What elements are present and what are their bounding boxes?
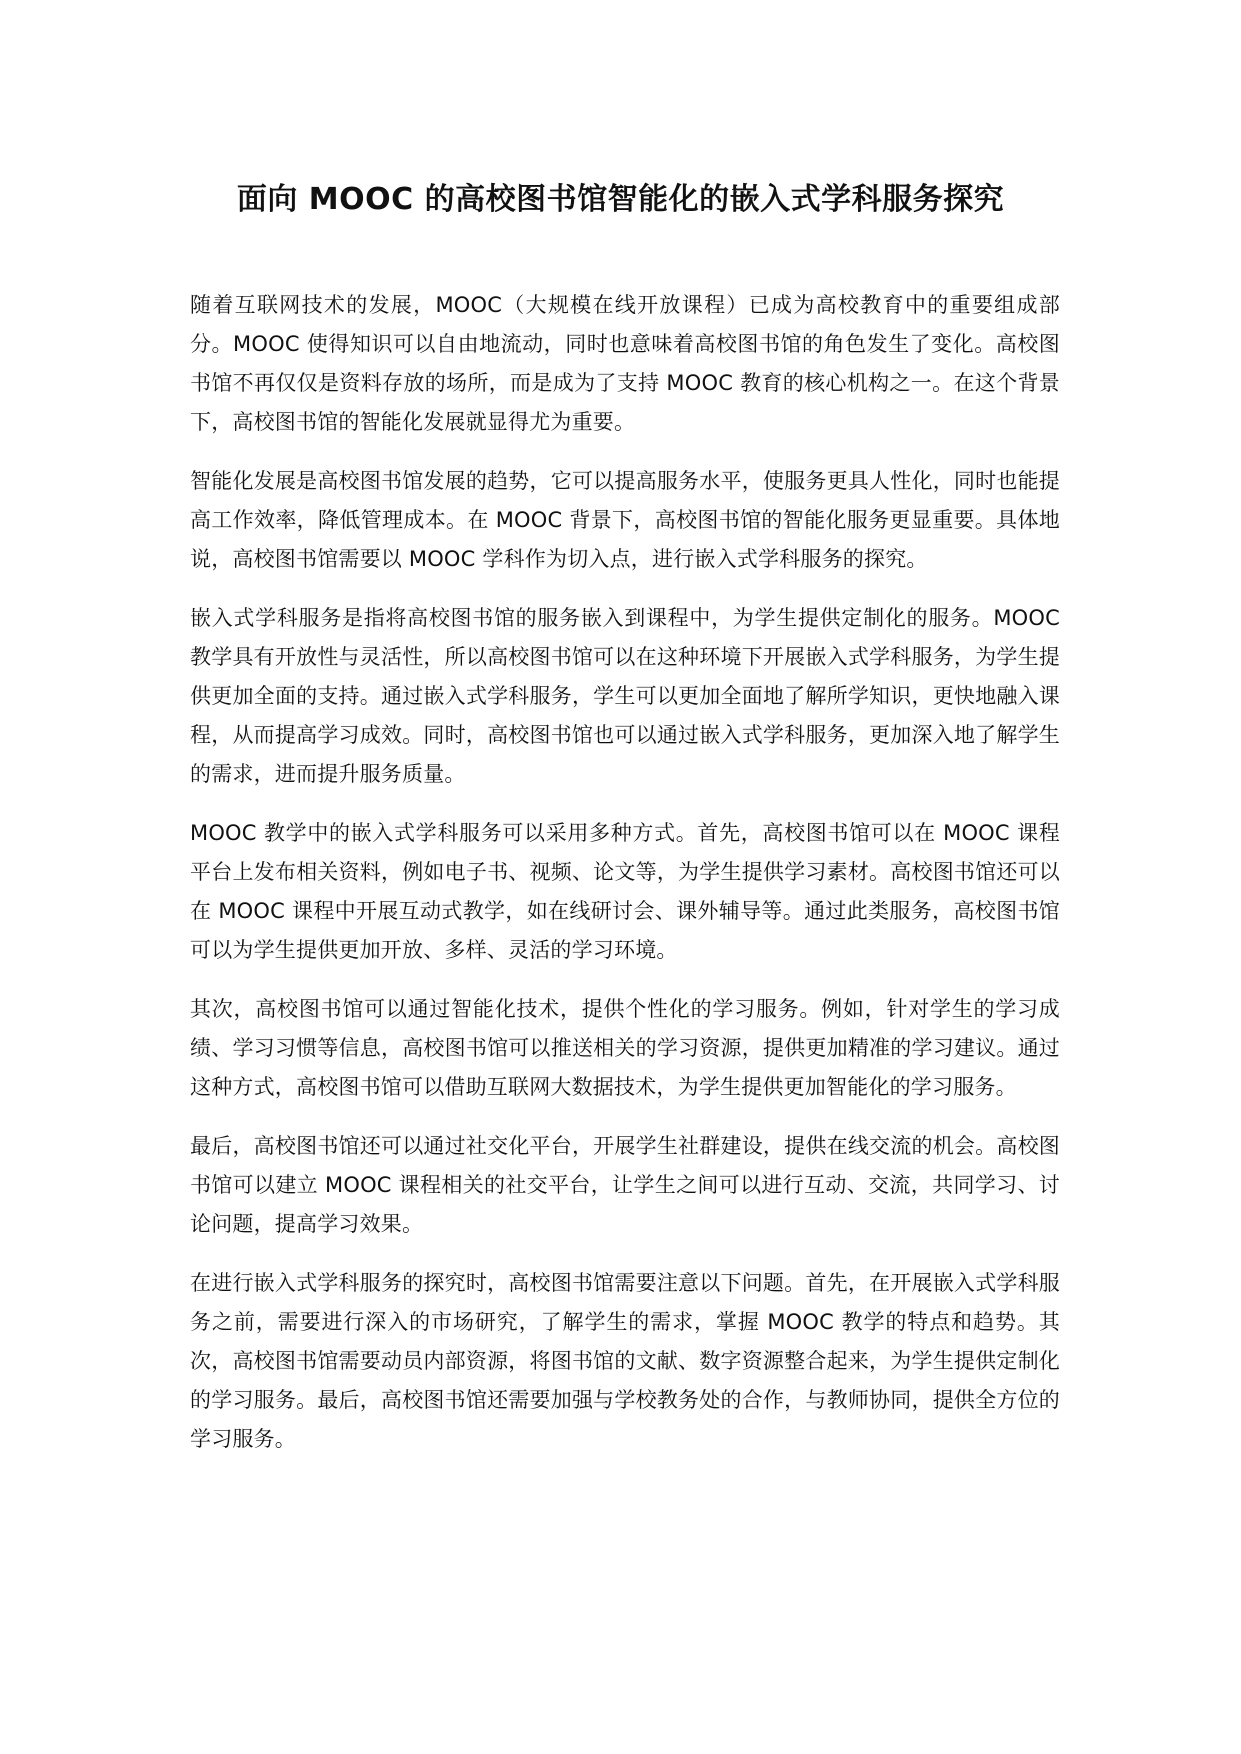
paragraph-2: 智能化发展是高校图书馆发展的趋势，它可以提高服务水平，使服务更具人性化，同时也能提高工作效率，降低管理成本。在 MOOC 背景下，高校图书馆的智能化服务更显重要。具体地说，高校图书馆需要以 MOOC 学科作为切入点，进行嵌入式学科服务的探究。 [190,469,1060,571]
document-title: 面向 MOOC 的高校图书馆智能化的嵌入式学科服务探究 [236,182,1005,217]
paragraph-7: 在进行嵌入式学科服务的探究时，高校图书馆需要注意以下问题。首先，在开展嵌入式学科服务之前，需要进行深入的市场研究，了解学生的需求，掌握 MOOC 教学的特点和趋势。其次，高校图书馆需要动员内部资源，将图书馆的文献、数字资源整合起来，为学生提供定制化的学习服务。最后，高校图书馆还需要加强与学校教务处的合作，与教师协同，提供全方位的学习服务。 [190,1271,1060,1451]
paragraph-6: 最后，高校图书馆还可以通过社交化平台，开展学生社群建设，提供在线交流的机会。高校图书馆可以建立 MOOC 课程相关的社交平台，让学生之间可以进行互动、交流，共同学习、讨论问题，提高学习效果。 [190,1134,1060,1236]
paragraph-4: MOOC 教学中的嵌入式学科服务可以采用多种方式。首先，高校图书馆可以在 MOOC 课程平台上发布相关资料，例如电子书、视频、论文等，为学生提供学习素材。高校图书馆还可以在 MOOC 课程中开展互动式教学，如在线研讨会、课外辅导等。通过此类服务，高校图书馆可以为学生提供更加开放、多样、灵活的学习环境。 [190,821,1060,962]
paragraph-5: 其次，高校图书馆可以通过智能化技术，提供个性化的学习服务。例如，针对学生的学习成绩、学习习惯等信息，高校图书馆可以推送相关的学习资源，提供更加精准的学习建议。通过这种方式，高校图书馆可以借助互联网大数据技术，为学生提供更加智能化的学习服务。 [190,997,1060,1099]
document-body [190,286,1060,1479]
paragraph-3: 嵌入式学科服务是指将高校图书馆的服务嵌入到课程中，为学生提供定制化的服务。MOOC 教学具有开放性与灵活性，所以高校图书馆可以在这种环境下开展嵌入式学科服务，为学生提供更加全面的支持。通过嵌入式学科服务，学生可以更加全面地了解所学知识，更快地融入课程，从而提高学习成效。同时，高校图书馆也可以通过嵌入式学科服务，更加深入地了解学生的需求，进而提升服务质量。 [190,606,1060,786]
paragraph-1: 随着互联网技术的发展，MOOC（大规模在线开放课程）已成为高校教育中的重要组成部分。MOOC 使得知识可以自由地流动，同时也意味着高校图书馆的角色发生了变化。高校图书馆不再仅仅是资料存放的场所，而是成为了支持 MOOC 教育的核心机构之一。在这个背景下，高校图书馆的智能化发展就显得尤为重要。 [190,293,1060,434]
